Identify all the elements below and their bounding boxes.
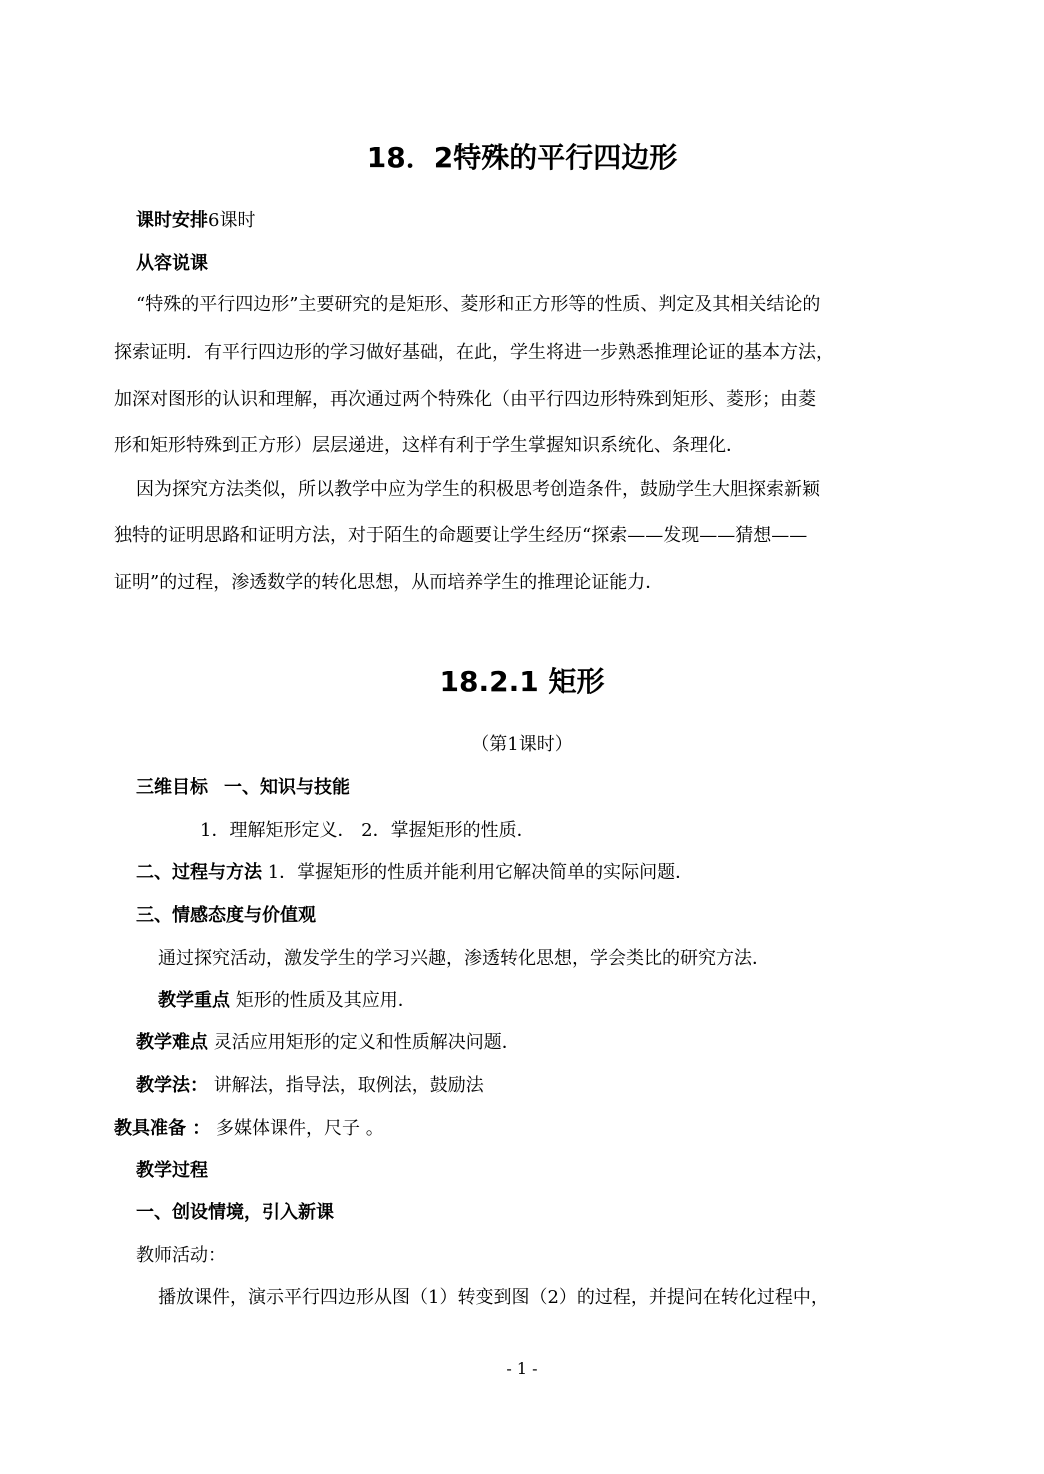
teacher-activity-text: 播放课件，演示平行四边形从图（1）转变到图（2）的过程，并提问在转化过程中， <box>158 1287 829 1308</box>
key-point-line <box>158 988 416 1014</box>
goals-line <box>136 775 350 801</box>
process-method-item: 1．掌握矩形的性质并能利用它解决简单的实际问题． <box>267 862 694 883</box>
methods-label: 教学法： <box>136 1075 208 1096</box>
process-method-line <box>136 860 693 886</box>
goals-label: 三维目标 <box>136 777 208 798</box>
knowledge-items: 1．理解矩形定义． 2．掌握矩形的性质． <box>200 820 535 841</box>
intro-paragraph-line: 证明”的过程，渗透数学的转化思想，从而培养学生的推理论证能力． <box>114 572 664 593</box>
teaching-process-heading: 教学过程 <box>136 1160 208 1181</box>
intro-paragraph-line: 探索证明．有平行四边形的学习做好基础，在此，学生将进一步熟悉推理论证的基本方法， <box>114 342 834 363</box>
tools-label: 教具准备 ： <box>114 1118 211 1139</box>
schedule-value: 6课时 <box>208 210 256 231</box>
emotion-text: 通过探究活动，激发学生的学习兴趣，渗透转化思想，学会类比的研究方法． <box>158 948 770 969</box>
intro-paragraph-line: 加深对图形的认识和理解，再次通过两个特殊化（由平行四边形特殊到矩形、菱形；由菱 <box>114 389 816 410</box>
key-point-label: 教学重点 <box>158 990 230 1011</box>
methods-line <box>136 1073 484 1099</box>
difficulty-value: 灵活应用矩形的定义和性质解决问题． <box>213 1032 520 1053</box>
intro-paragraph-line: 独特的证明思路和证明方法，对于陌生的命题要让学生经历“探索——发现——猜想—— <box>114 525 808 546</box>
difficulty-line <box>136 1030 520 1056</box>
intro-heading: 从容说课 <box>136 253 208 274</box>
difficulty-label: 教学难点 <box>136 1032 208 1053</box>
lesson-number: （第1课时） <box>471 734 573 755</box>
emotion-heading: 三、情感态度与价值观 <box>136 905 316 926</box>
key-point-value: 矩形的性质及其应用． <box>235 990 416 1011</box>
knowledge-heading: 一、知识与技能 <box>224 777 350 798</box>
intro-paragraph-line: 形和矩形特殊到正方形）层层递进，这样有利于学生掌握知识系统化、条理化． <box>114 435 744 456</box>
step1-heading: 一、创设情境，引入新课 <box>136 1202 334 1223</box>
schedule-label: 课时安排 <box>136 210 208 231</box>
subsection-title: 18.2.1 矩形 <box>439 665 605 698</box>
schedule-line <box>136 208 255 234</box>
teacher-activity-label: 教师活动： <box>136 1245 226 1266</box>
section-title: 18．2特殊的平行四边形 <box>366 141 678 174</box>
process-method-heading: 二、过程与方法 <box>136 862 262 883</box>
page-number: - 1 - <box>506 1359 538 1378</box>
intro-paragraph-line: 因为探究方法类似，所以教学中应为学生的积极思考创造条件，鼓励学生大胆探索新颖 <box>136 479 820 500</box>
intro-paragraph-line: “特殊的平行四边形”主要研究的是矩形、菱形和正方形等的性质、判定及其相关结论的 <box>136 294 821 315</box>
methods-value: 讲解法，指导法，取例法，鼓励法 <box>213 1075 484 1096</box>
tools-value: 多媒体课件，尺子 。 <box>216 1118 384 1139</box>
tools-line <box>114 1116 384 1142</box>
